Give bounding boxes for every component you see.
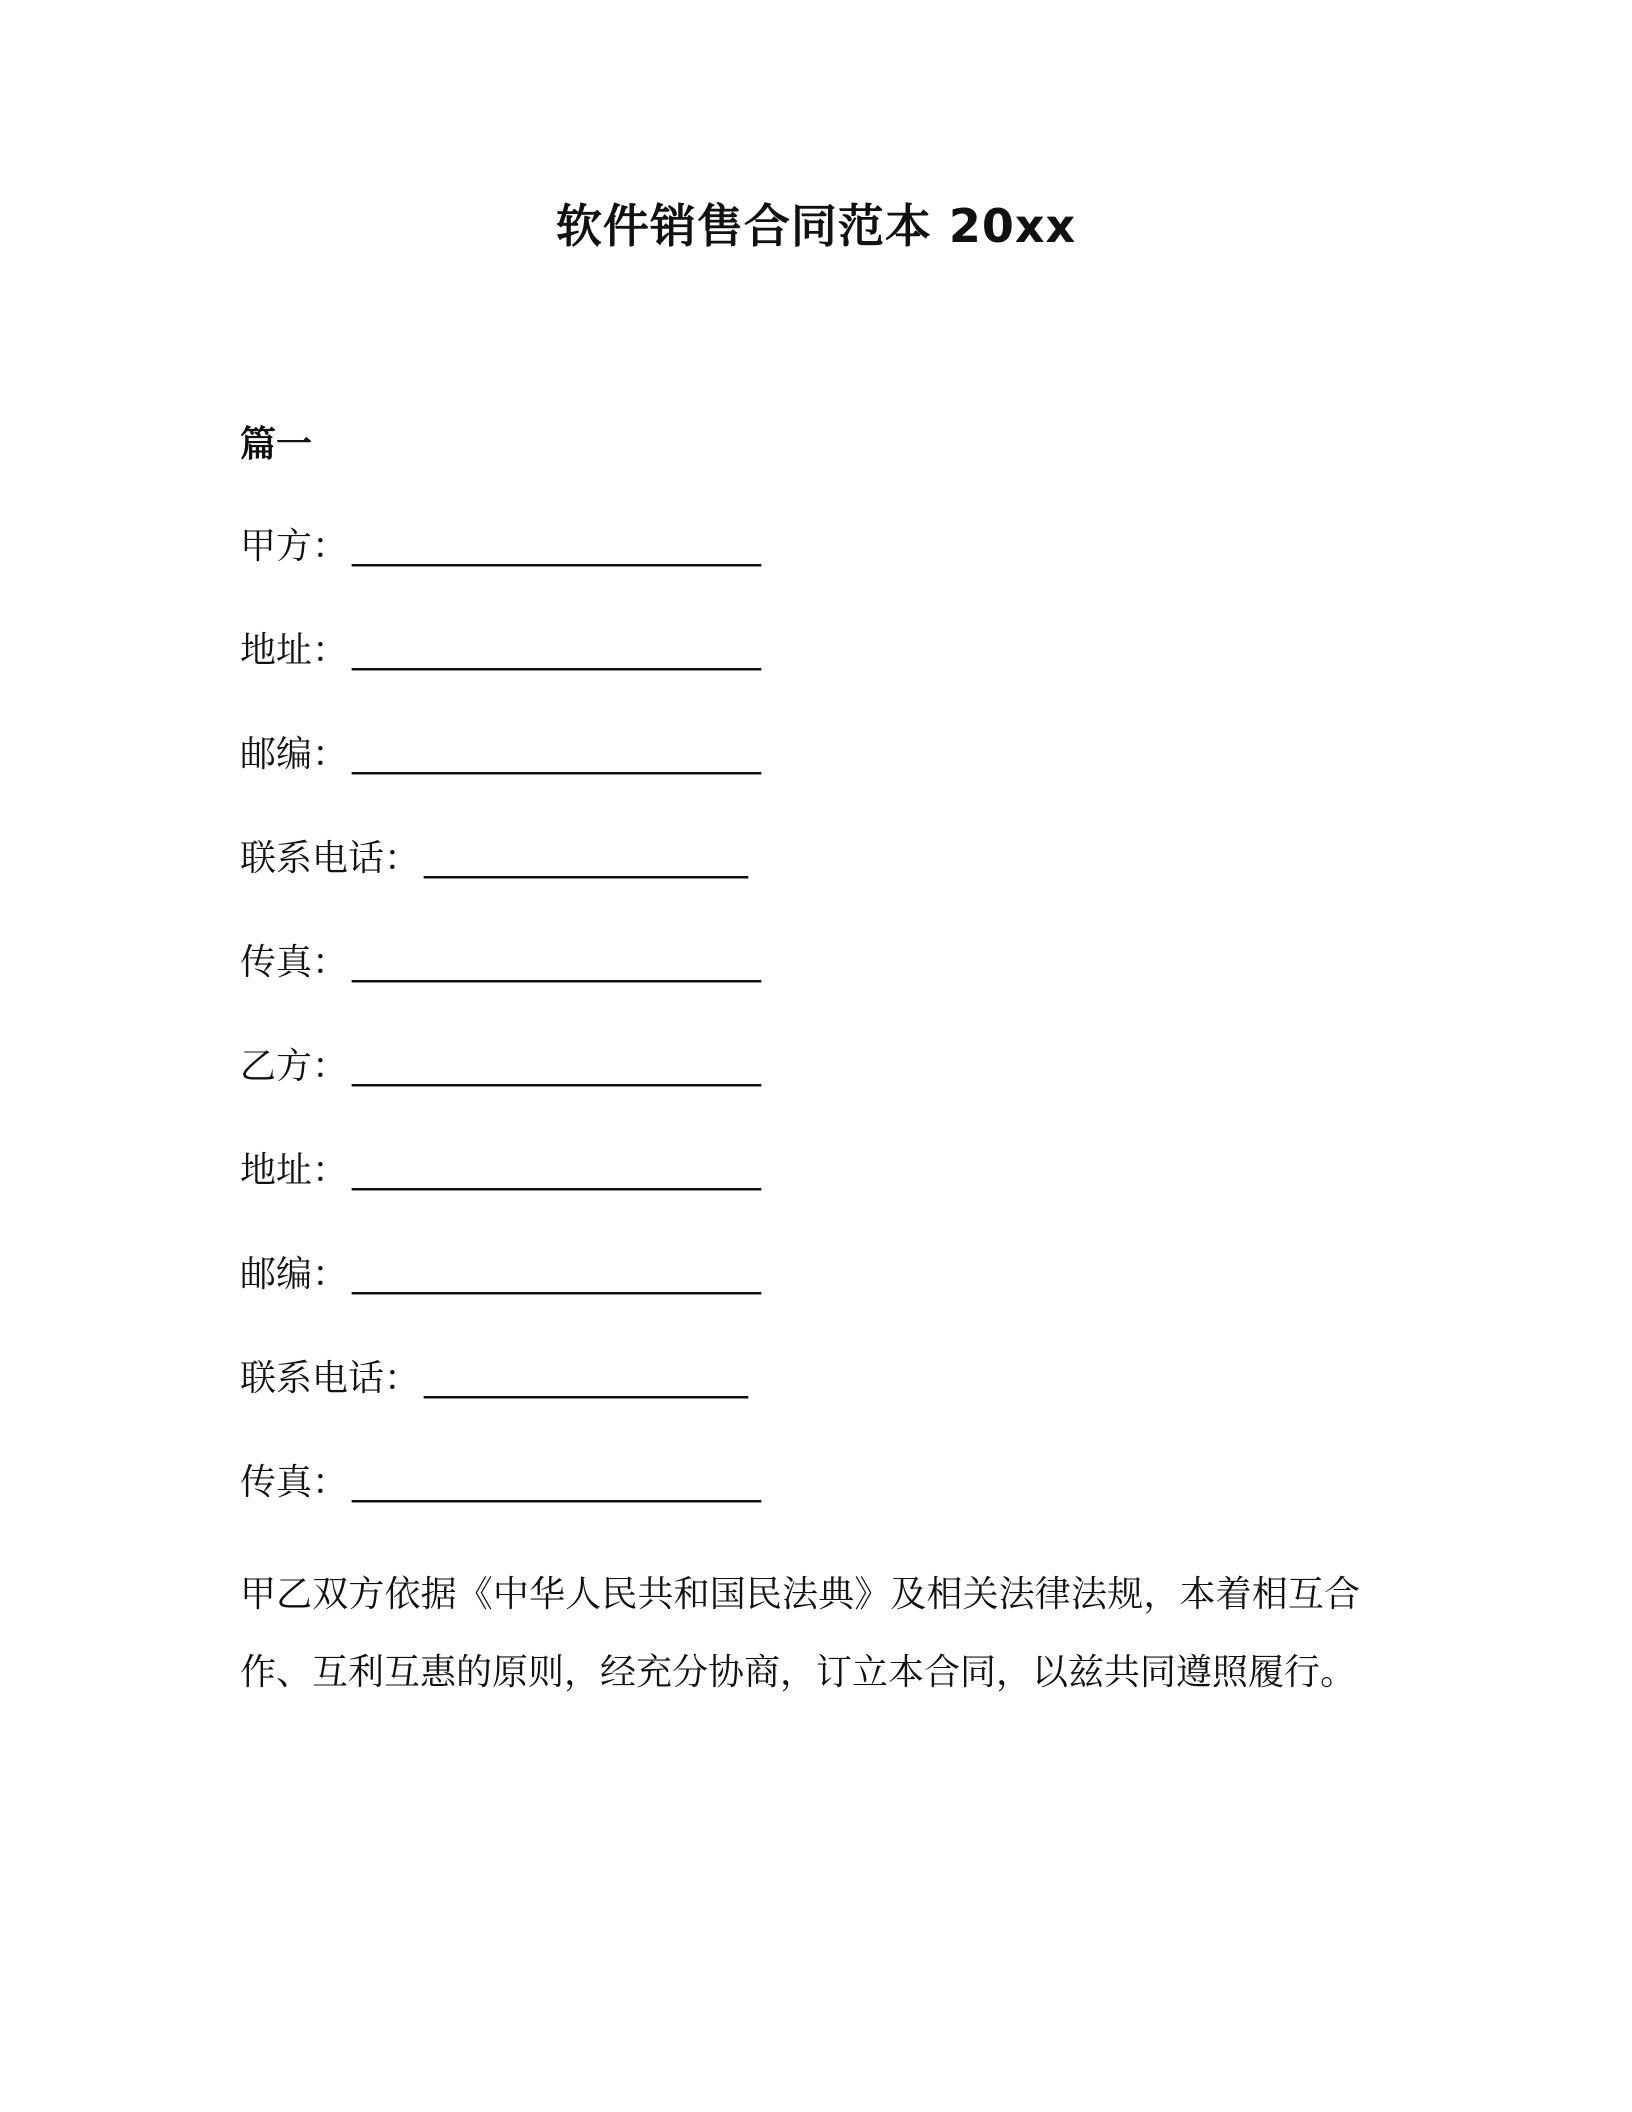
section-heading: 篇一 [240,424,313,465]
fill-in-blank: ________________________ [352,1046,761,1087]
field-row-party-b-postcode [240,1250,1390,1354]
field-row-party-a [240,522,1390,626]
field-row-party-a-phone [240,834,1390,938]
field-row-party-a-fax [240,938,1390,1042]
field-label: 地址： [240,1150,349,1191]
fill-in-blank: ________________________ [352,526,761,567]
field-label: 联系电话： [240,1358,421,1399]
field-label: 地址： [240,630,349,671]
field-label: 乙方： [240,1046,349,1087]
fill-in-blank: ________________________ [352,1254,761,1295]
fill-in-blank: ________________________ [352,630,761,671]
field-row-party-a-postcode [240,730,1390,834]
fill-in-blank: ________________________ [352,942,761,983]
field-label: 邮编： [240,734,349,775]
field-row-party-a-address [240,626,1390,730]
field-row-party-b [240,1042,1390,1146]
document-title: 软件销售合同范本 20xx [555,199,1077,253]
fill-in-blank: ________________________ [352,734,761,775]
field-row-party-b-phone [240,1354,1390,1458]
field-label: 邮编： [240,1254,349,1295]
field-label: 甲方： [240,526,349,567]
field-label: 传真： [240,942,349,983]
fill-in-blank: ________________________ [352,1150,761,1191]
contract-preamble-paragraph: 甲乙双方依据《中华人民共和国民法典》及相关法律法规，本着相互合作、互利互惠的原则，经充分协商，订立本合同，以兹共同遵照履行。 [240,1574,1360,1693]
field-label: 联系电话： [240,838,421,879]
fill-in-blank: ___________________ [424,1358,748,1399]
field-row-party-b-fax [240,1458,1390,1562]
fill-in-blank: ___________________ [424,838,748,879]
party-info-fields [240,522,1390,1562]
fill-in-blank: ________________________ [352,1462,761,1503]
field-row-party-b-address [240,1146,1390,1250]
field-label: 传真： [240,1462,349,1503]
